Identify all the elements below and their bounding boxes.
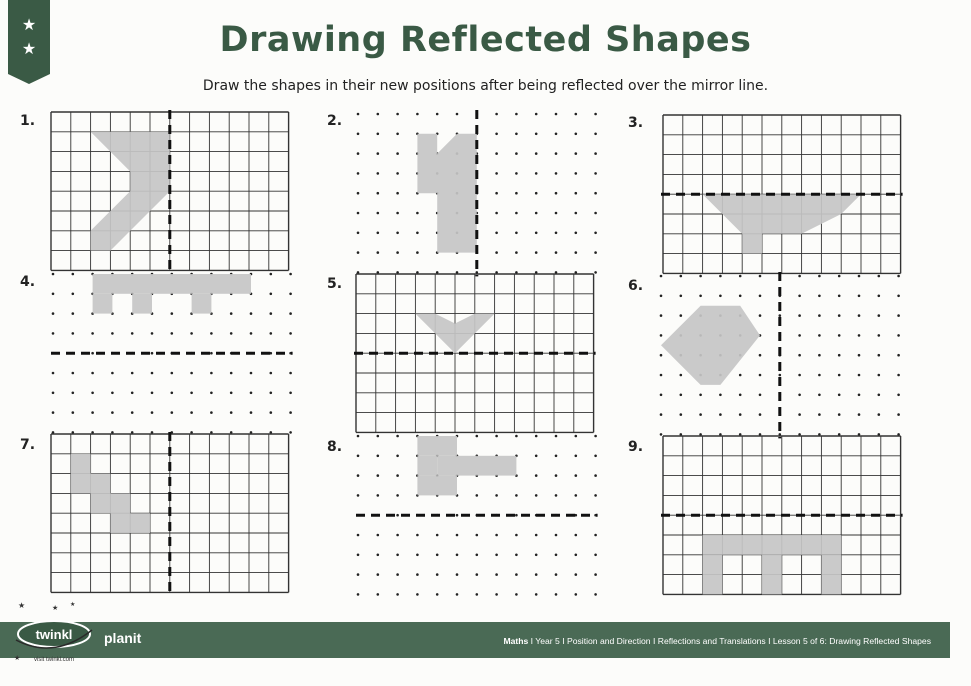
question-number-6: 6. (628, 278, 644, 294)
twinkl-logo-text: twinkl (35, 627, 73, 642)
gray-shape-8-part-3 (437, 456, 516, 476)
gray-shape-8-part-1 (417, 436, 457, 456)
visit-link[interactable]: visit twinkl.com (34, 657, 75, 663)
gray-shape-4-part-2 (132, 294, 152, 314)
svg-text:★: ★ (52, 604, 59, 612)
gray-shape-4b-part-1 (93, 294, 113, 314)
gray-shape-9-part-3 (762, 555, 782, 595)
breadcrumb (503, 636, 931, 646)
gray-shape-2 (417, 134, 476, 253)
instruction-text: Draw the shapes in their new positions after being reflected over the mirror line. (202, 78, 769, 94)
gray-shape-6 (661, 306, 760, 385)
gray-shape-4-part-3 (192, 294, 212, 314)
question-number-8: 8. (327, 439, 343, 455)
svg-text:★: ★ (70, 601, 76, 608)
question-number-5: 5. (327, 276, 343, 292)
svg-text:★: ★ (21, 39, 37, 58)
question-number-9: 9. (628, 439, 644, 455)
svg-text:★: ★ (18, 601, 26, 610)
gray-shape-8-part-2 (417, 456, 437, 476)
svg-text:★: ★ (21, 15, 37, 34)
page-title: Drawing Reflected Shapes (219, 20, 752, 60)
gray-shape-9-part-4 (821, 555, 841, 595)
question-number-1: 1. (20, 113, 36, 129)
gray-shape-4-part-1 (93, 274, 251, 294)
planit-brand: planit (104, 630, 142, 646)
breadcrumb-path: I Year 5 I Position and Direction I Reflections and Translations I Lesson 5 of 6: Drawing Reflected Shapes (528, 636, 931, 646)
svg-text:★: ★ (14, 654, 21, 662)
question-number-4: 4. (20, 274, 36, 290)
question-number-2: 2. (327, 113, 343, 129)
gray-shape-9-part-2 (703, 555, 723, 595)
gray-shape-9-part-1 (703, 535, 842, 555)
question-number-7: 7. (20, 437, 36, 453)
gray-shape-8-part-4 (417, 476, 457, 496)
question-number-3: 3. (628, 115, 644, 131)
breadcrumb-subject: Maths (503, 636, 529, 646)
